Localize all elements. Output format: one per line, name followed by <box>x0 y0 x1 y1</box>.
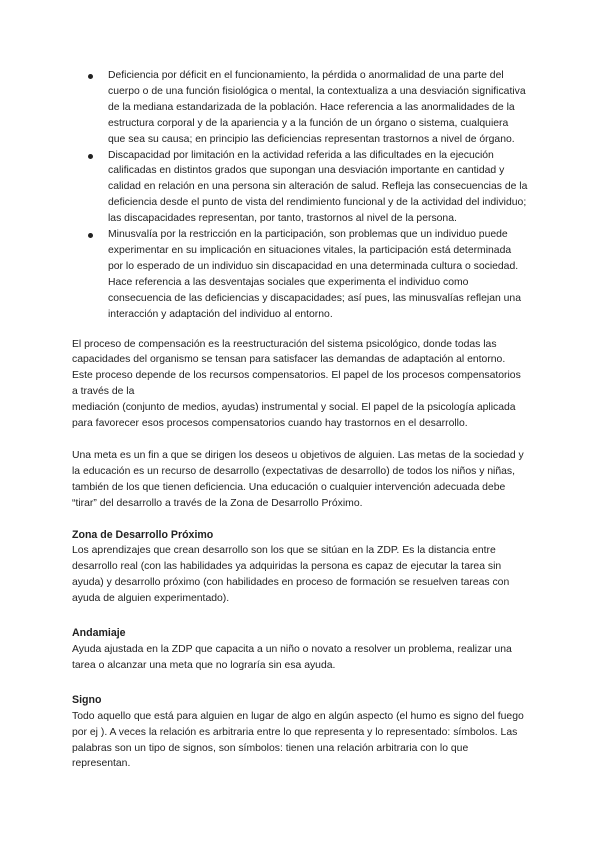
bullet-icon <box>88 233 93 238</box>
bullet-text-minusvalia: Minusvalía por la restricción en la participación, son problemas que un individuo puede experimentar en su implicación en situaciones vitales, la participación está determinada por lo esperado de un individuo sin discapacidad en una determinada cultura o sociedad. Hace referencia a las desventajas sociales que experimenta el individuo como consecuencia de las deficiencias y discapacidades; así pues, las minusvalías reflejan una interacción y adaptación del individuo al entorno. <box>108 229 521 320</box>
bullet-icon <box>88 154 93 159</box>
bullet-icon <box>88 74 93 79</box>
bullet-list <box>72 68 528 323</box>
andamiaje-heading: Andamiaje <box>72 627 126 640</box>
list-item <box>72 68 528 148</box>
compensacion-paragraph-2: mediación (conjunto de medios, ayudas) instrumental y social. El papel de la psicología aplicada para favorecer esos procesos compensatorios cuando hay trastornos en el desarrollo. <box>72 402 516 430</box>
list-item <box>72 148 528 228</box>
compensacion-paragraph-1: El proceso de compensación es la reestructuración del sistema psicológico, donde todas las capacidades del organismo se tensan para satisfacer las demandas de adaptación al entorno. Este proceso depende de los recursos compensatorios. El papel de los procesos compensatorios a través de la <box>72 338 521 398</box>
list-item <box>72 227 528 322</box>
meta-paragraph: Una meta es un fin a que se dirigen los deseos u objetivos de alguien. Las metas de la sociedad y la educación es un recurso de desarrollo (expectativas de desarrollo) de todos los niños y niñas, también de los que tienen deficiencia. Una educación o cualquier intervención adecuada debe “tirar” del desarrollo a través de la Zona de Desarrollo Próximo. <box>72 449 524 509</box>
bullet-text-discapacidad: Discapacidad por limitación en la actividad referida a las dificultades en la ejecución calificadas en distintos grados que supongan una desviación importante en cantidad y calidad en relación en una persona sin alteración de salud. Refleja las consecuencias de la deficiencia desde el punto de vista del rendimiento funcional y de la actividad del individuo; las discapacidades representan, por tanto, trastornos al nivel de la persona. <box>108 149 528 225</box>
zdp-heading: Zona de Desarrollo Próximo <box>72 528 214 541</box>
document-page <box>72 68 528 772</box>
bullet-text-deficiencia: Deficiencia por déficit en el funcionamiento, la pérdida o anormalidad de una parte del cuerpo o de una función fisiológica o mental, la contextualiza a una desviación significativa de la mediana estandarizada de la población. Hace referencia a las anormalidades de la estructura corporal y de la apariencia y a la función de un órgano o sistema, cualquiera que sea su causa; en principio las deficiencias representan trastornos a nivel de órgano. <box>108 70 526 145</box>
signo-paragraph: Todo aquello que está para alguien en lugar de algo en algún aspecto (el humo es signo del fuego por ej ). A veces la relación es arbitraria entre lo que representa y lo representado: símbolos. Las palabras son un tipo de signos, son símbolos: tienen una relación arbitraria con lo que representan. <box>72 710 524 770</box>
zdp-paragraph: Los aprendizajes que crean desarrollo son los que se sitúan en la ZDP. Es la distancia entre desarrollo real (con las habilidades ya adquiridas la persona es capaz de ejecutar la tarea sin ayuda) y desarrollo próximo (con habilidades en proceso de formación se resuelven tareas con ayuda de alguien experimentado). <box>72 545 510 605</box>
andamiaje-paragraph: Ayuda ajustada en la ZDP que capacita a un niño o novato a resolver un problema, realizar una tarea o alcanzar una meta que no lograría sin esa ayuda. <box>72 644 512 671</box>
signo-heading: Signo <box>72 693 102 706</box>
